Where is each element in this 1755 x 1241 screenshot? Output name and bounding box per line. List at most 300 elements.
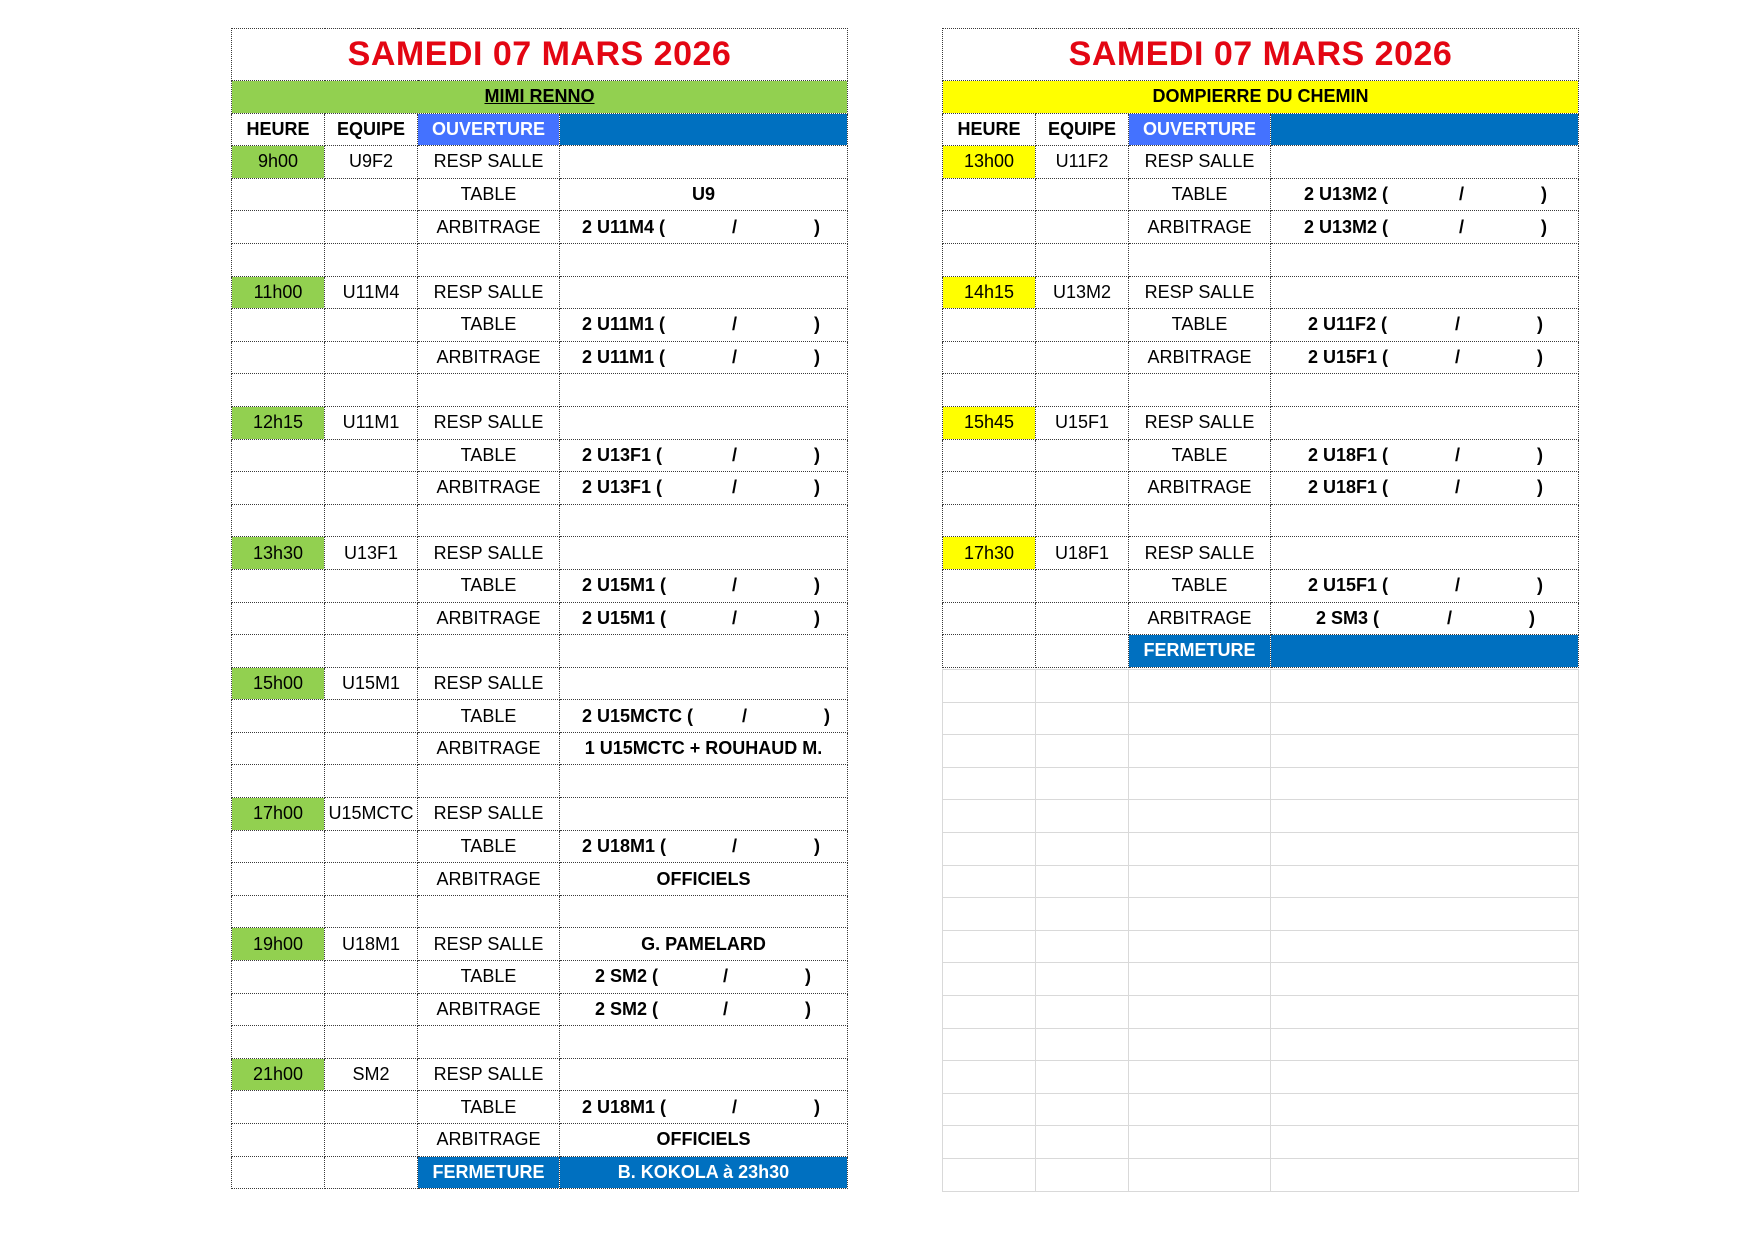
role-label: RESP SALLE	[1129, 146, 1271, 179]
role-value	[1271, 341, 1579, 374]
role-value	[560, 961, 848, 994]
table-row	[943, 537, 1579, 570]
assigned-team: 2 U13F1 (	[582, 477, 663, 498]
role-label: ARBITRAGE	[418, 211, 560, 244]
separator: /	[732, 347, 738, 368]
role-value	[560, 993, 848, 1026]
empty-cell	[232, 1091, 325, 1124]
grid-cell	[1271, 898, 1579, 931]
role-label: RESP SALLE	[418, 667, 560, 700]
grid-cell	[1129, 1126, 1271, 1159]
role-value	[560, 1091, 848, 1124]
role-label: ARBITRAGE	[418, 1124, 560, 1157]
role-label: ARBITRAGE	[418, 993, 560, 1026]
separator: /	[723, 998, 729, 1019]
empty-cell	[943, 211, 1036, 244]
table-row	[943, 211, 1579, 244]
empty-cell	[325, 863, 418, 896]
empty-cell	[325, 1156, 418, 1189]
closing-paren: )	[814, 575, 820, 596]
assigned-team: 2 U18M1 (	[582, 835, 667, 856]
grid-cell	[943, 1158, 1036, 1191]
empty-cell	[232, 830, 325, 863]
grid-cell	[1271, 1093, 1579, 1126]
grid-cell	[1271, 1126, 1579, 1159]
grid-row	[943, 670, 1579, 703]
empty-cell	[1036, 472, 1129, 505]
table-row	[232, 276, 848, 309]
grid-row	[943, 800, 1579, 833]
grid-cell	[1036, 995, 1129, 1028]
table-row	[943, 439, 1579, 472]
empty-cell	[1036, 504, 1129, 537]
grid-cell	[1271, 995, 1579, 1028]
separator: /	[723, 966, 729, 987]
fermeture-label: FERMETURE	[418, 1156, 560, 1189]
closing-paren: )	[1537, 444, 1543, 465]
table-row	[943, 341, 1579, 374]
separator: /	[1455, 314, 1461, 335]
slot-time: 21h00	[232, 1058, 325, 1091]
separator: /	[1459, 184, 1465, 205]
grid-cell	[943, 995, 1036, 1028]
separator: /	[1455, 575, 1461, 596]
grid-cell	[1129, 767, 1271, 800]
assigned-team: 2 U15F1 (	[1308, 347, 1389, 368]
left-header-heure: HEURE	[232, 113, 325, 146]
grid-cell	[1271, 832, 1579, 865]
grid-cell	[1271, 963, 1579, 996]
role-label: ARBITRAGE	[1129, 211, 1271, 244]
grid-cell	[1129, 898, 1271, 931]
grid-cell	[943, 670, 1036, 703]
role-label: TABLE	[418, 1091, 560, 1124]
role-label: TABLE	[1129, 439, 1271, 472]
role-label: RESP SALLE	[418, 537, 560, 570]
closing-paren: )	[805, 998, 811, 1019]
assigned-team: 2 U18F1 (	[1308, 444, 1389, 465]
table-row	[232, 700, 848, 733]
role-value	[560, 700, 848, 733]
left-venue: MIMI RENNO	[232, 81, 848, 114]
empty-cell	[325, 569, 418, 602]
empty-cell	[325, 374, 418, 407]
empty-cell	[943, 178, 1036, 211]
grid-cell	[1036, 963, 1129, 996]
closing-paren: )	[1537, 314, 1543, 335]
fermeture-value: B. KOKOLA à 23h30	[560, 1156, 848, 1189]
empty-cell	[943, 472, 1036, 505]
empty-cell	[232, 439, 325, 472]
role-value	[1271, 439, 1579, 472]
grid-cell	[1271, 735, 1579, 768]
role-value	[560, 830, 848, 863]
grid-cell	[943, 832, 1036, 865]
table-row	[232, 1124, 848, 1157]
role-label: ARBITRAGE	[1129, 472, 1271, 505]
table-row	[232, 993, 848, 1026]
role-label: RESP SALLE	[1129, 406, 1271, 439]
slot-time: 13h30	[232, 537, 325, 570]
empty-cell	[1036, 602, 1129, 635]
slot-time: 17h30	[943, 537, 1036, 570]
grid-row	[943, 995, 1579, 1028]
table-row	[943, 146, 1579, 179]
table-row	[232, 472, 848, 505]
empty-cell	[325, 1124, 418, 1157]
empty-cell	[1271, 374, 1579, 407]
table-row	[943, 472, 1579, 505]
grid-cell	[1271, 800, 1579, 833]
separator: /	[732, 1096, 738, 1117]
empty-cell	[325, 993, 418, 1026]
role-value	[1271, 309, 1579, 342]
closing-paren: )	[814, 444, 820, 465]
empty-cell	[943, 309, 1036, 342]
table-row	[232, 341, 848, 374]
role-label: TABLE	[418, 178, 560, 211]
empty-cell	[325, 211, 418, 244]
assigned-team: 2 U13M2 (	[1304, 216, 1389, 237]
empty-cell	[232, 765, 325, 798]
grid-cell	[1036, 767, 1129, 800]
empty-cell	[1036, 569, 1129, 602]
table-row	[232, 830, 848, 863]
role-value: G. PAMELARD	[560, 928, 848, 961]
role-value	[1271, 178, 1579, 211]
grid-cell	[943, 1028, 1036, 1061]
empty-cell	[560, 374, 848, 407]
closing-paren: )	[1541, 184, 1547, 205]
empty-cell	[232, 961, 325, 994]
table-row	[232, 863, 848, 896]
grid-row	[943, 1061, 1579, 1094]
slot-team: U9F2	[325, 146, 418, 179]
assigned-team: 2 U18M1 (	[582, 1096, 667, 1117]
slot-time: 12h15	[232, 406, 325, 439]
role-label: TABLE	[1129, 569, 1271, 602]
table-row	[943, 569, 1579, 602]
closing-paren: )	[814, 1096, 820, 1117]
grid-cell	[1271, 930, 1579, 963]
separator: /	[732, 575, 738, 596]
assigned-team: 2 U15F1 (	[1308, 575, 1389, 596]
role-value	[560, 309, 848, 342]
separator: /	[732, 216, 738, 237]
role-value	[1271, 406, 1579, 439]
grid-cell	[1129, 1093, 1271, 1126]
empty-cell	[325, 830, 418, 863]
right-venue: DOMPIERRE DU CHEMIN	[943, 81, 1579, 114]
grid-cell	[943, 800, 1036, 833]
grid-row	[943, 1158, 1579, 1191]
empty-cell	[943, 374, 1036, 407]
role-value	[1271, 276, 1579, 309]
table-row	[232, 406, 848, 439]
empty-cell	[232, 341, 325, 374]
left-header-ouverture: OUVERTURE	[418, 113, 560, 146]
role-value	[1271, 569, 1579, 602]
grid-cell	[1036, 800, 1129, 833]
slot-time: 13h00	[943, 146, 1036, 179]
role-label: RESP SALLE	[418, 406, 560, 439]
empty-cell	[418, 504, 560, 537]
empty-cell	[943, 569, 1036, 602]
table-row	[232, 211, 848, 244]
table-row	[232, 178, 848, 211]
empty-cell	[1036, 439, 1129, 472]
table-row	[232, 798, 848, 831]
grid-cell	[1036, 670, 1129, 703]
role-label: TABLE	[1129, 309, 1271, 342]
grid-row	[943, 898, 1579, 931]
separator: /	[1455, 347, 1461, 368]
grid-cell	[1129, 735, 1271, 768]
assigned-team: 2 U13M2 (	[1304, 184, 1389, 205]
empty-cell	[325, 635, 418, 668]
separator: /	[732, 444, 738, 465]
role-label: TABLE	[418, 439, 560, 472]
left-title: SAMEDI 07 MARS 2026	[232, 29, 848, 81]
grid-cell	[1271, 767, 1579, 800]
empty-cell	[1129, 504, 1271, 537]
grid-cell	[943, 1061, 1036, 1094]
assigned-team: 2 U18F1 (	[1308, 477, 1389, 498]
role-value	[1271, 602, 1579, 635]
role-value	[560, 537, 848, 570]
table-row	[232, 309, 848, 342]
role-label: ARBITRAGE	[418, 341, 560, 374]
closing-paren: )	[814, 835, 820, 856]
separator: /	[732, 607, 738, 628]
grid-row	[943, 1126, 1579, 1159]
empty-cell	[232, 732, 325, 765]
slot-team: U15F1	[1036, 406, 1129, 439]
empty-cell	[943, 341, 1036, 374]
empty-cell	[418, 374, 560, 407]
role-label: TABLE	[1129, 178, 1271, 211]
empty-cell	[325, 504, 418, 537]
closing-paren: )	[814, 477, 820, 498]
grid-cell	[1129, 1158, 1271, 1191]
grid-cell	[1271, 865, 1579, 898]
grid-cell	[943, 930, 1036, 963]
assigned-team: 2 U15M1 (	[582, 607, 667, 628]
role-value	[560, 472, 848, 505]
empty-cell	[1271, 243, 1579, 276]
grid-cell	[1271, 670, 1579, 703]
separator: /	[1455, 444, 1461, 465]
empty-cell	[560, 504, 848, 537]
table-row	[232, 1156, 848, 1189]
empty-cell	[232, 602, 325, 635]
empty-cell	[232, 1124, 325, 1157]
table-row	[232, 602, 848, 635]
empty-grid	[942, 669, 1579, 1192]
empty-cell	[232, 569, 325, 602]
role-value	[560, 341, 848, 374]
grid-cell	[1036, 702, 1129, 735]
closing-paren: )	[1541, 216, 1547, 237]
assigned-team: 2 U15M1 (	[582, 575, 667, 596]
empty-cell	[1036, 243, 1129, 276]
empty-cell	[232, 309, 325, 342]
table-row	[943, 406, 1579, 439]
grid-cell	[1129, 1061, 1271, 1094]
slot-time: 11h00	[232, 276, 325, 309]
grid-cell	[1271, 1061, 1579, 1094]
role-value	[1271, 146, 1579, 179]
slot-time: 14h15	[943, 276, 1036, 309]
grid-cell	[1129, 995, 1271, 1028]
grid-cell	[1129, 1028, 1271, 1061]
grid-cell	[1129, 865, 1271, 898]
empty-cell	[560, 243, 848, 276]
role-value	[560, 667, 848, 700]
role-label: RESP SALLE	[418, 146, 560, 179]
grid-cell	[1036, 1028, 1129, 1061]
slot-time: 9h00	[232, 146, 325, 179]
slot-team: U18F1	[1036, 537, 1129, 570]
separator: /	[1459, 216, 1465, 237]
grid-row	[943, 832, 1579, 865]
empty-cell	[325, 309, 418, 342]
grid-cell	[943, 1093, 1036, 1126]
separator: /	[1455, 477, 1461, 498]
empty-cell	[943, 504, 1036, 537]
grid-row	[943, 963, 1579, 996]
role-value	[560, 211, 848, 244]
table-row	[232, 1091, 848, 1124]
grid-cell	[1036, 1158, 1129, 1191]
fermeture-label: FERMETURE	[1129, 635, 1271, 668]
grid-row	[943, 735, 1579, 768]
role-value	[560, 406, 848, 439]
grid-cell	[1129, 832, 1271, 865]
assigned-team: 2 U15MCTC (	[582, 705, 694, 726]
grid-cell	[1129, 800, 1271, 833]
table-row	[943, 602, 1579, 635]
empty-cell	[325, 439, 418, 472]
role-value: OFFICIELS	[560, 863, 848, 896]
grid-cell	[943, 735, 1036, 768]
role-label: TABLE	[418, 309, 560, 342]
empty-cell	[232, 895, 325, 928]
slot-time: 15h45	[943, 406, 1036, 439]
left-header-equipe: EQUIPE	[325, 113, 418, 146]
right-header-ouverture: OUVERTURE	[1129, 113, 1271, 146]
grid-cell	[1036, 898, 1129, 931]
table-row	[232, 1058, 848, 1091]
empty-cell	[560, 895, 848, 928]
slot-team: SM2	[325, 1058, 418, 1091]
empty-cell	[1036, 309, 1129, 342]
closing-paren: )	[814, 607, 820, 628]
role-value	[1271, 537, 1579, 570]
empty-cell	[418, 635, 560, 668]
grid-cell	[1036, 865, 1129, 898]
grid-row	[943, 1093, 1579, 1126]
grid-row	[943, 865, 1579, 898]
slot-team: U15M1	[325, 667, 418, 700]
empty-cell	[232, 243, 325, 276]
left-ouverture-value	[560, 113, 848, 146]
empty-cell	[232, 178, 325, 211]
closing-paren: )	[814, 216, 820, 237]
empty-cell	[418, 243, 560, 276]
role-value	[560, 146, 848, 179]
left-schedule-table	[231, 28, 848, 1189]
role-label: ARBITRAGE	[418, 472, 560, 505]
table-row	[943, 178, 1579, 211]
role-label: ARBITRAGE	[418, 602, 560, 635]
empty-cell	[232, 863, 325, 896]
grid-cell	[1036, 735, 1129, 768]
role-label: ARBITRAGE	[418, 863, 560, 896]
role-label: TABLE	[418, 961, 560, 994]
table-row	[943, 309, 1579, 342]
empty-cell	[560, 1026, 848, 1059]
table-row	[943, 635, 1579, 668]
grid-cell	[943, 963, 1036, 996]
empty-cell	[1036, 211, 1129, 244]
empty-cell	[232, 635, 325, 668]
empty-cell	[1129, 374, 1271, 407]
empty-cell	[325, 602, 418, 635]
table-row	[232, 732, 848, 765]
grid-cell	[1271, 1158, 1579, 1191]
slot-time: 15h00	[232, 667, 325, 700]
empty-cell	[325, 961, 418, 994]
assigned-team: 2 U11M1 (	[582, 314, 666, 335]
empty-cell	[232, 211, 325, 244]
empty-cell	[325, 700, 418, 733]
empty-cell	[325, 732, 418, 765]
role-value: U9	[560, 178, 848, 211]
empty-cell	[943, 602, 1036, 635]
empty-cell	[325, 178, 418, 211]
assigned-team: 2 U11M1 (	[582, 347, 666, 368]
slot-time: 17h00	[232, 798, 325, 831]
role-label: RESP SALLE	[418, 798, 560, 831]
empty-cell	[1036, 635, 1129, 668]
role-value	[560, 1058, 848, 1091]
role-label: TABLE	[418, 700, 560, 733]
empty-cell	[325, 1026, 418, 1059]
empty-cell	[232, 700, 325, 733]
assigned-team: 2 U13F1 (	[582, 444, 663, 465]
grid-cell	[1271, 1028, 1579, 1061]
empty-cell	[1129, 243, 1271, 276]
table-row	[232, 928, 848, 961]
slot-team: U11F2	[1036, 146, 1129, 179]
grid-cell	[1129, 670, 1271, 703]
role-value	[1271, 472, 1579, 505]
grid-cell	[1036, 1126, 1129, 1159]
grid-cell	[1036, 1061, 1129, 1094]
empty-cell	[560, 635, 848, 668]
closing-paren: )	[1537, 477, 1543, 498]
grid-cell	[1129, 702, 1271, 735]
slot-team: U11M1	[325, 406, 418, 439]
empty-cell	[325, 1091, 418, 1124]
separator: /	[732, 835, 738, 856]
table-row	[943, 276, 1579, 309]
right-header-heure: HEURE	[943, 113, 1036, 146]
grid-cell	[1036, 1093, 1129, 1126]
empty-cell	[232, 993, 325, 1026]
role-value	[560, 569, 848, 602]
